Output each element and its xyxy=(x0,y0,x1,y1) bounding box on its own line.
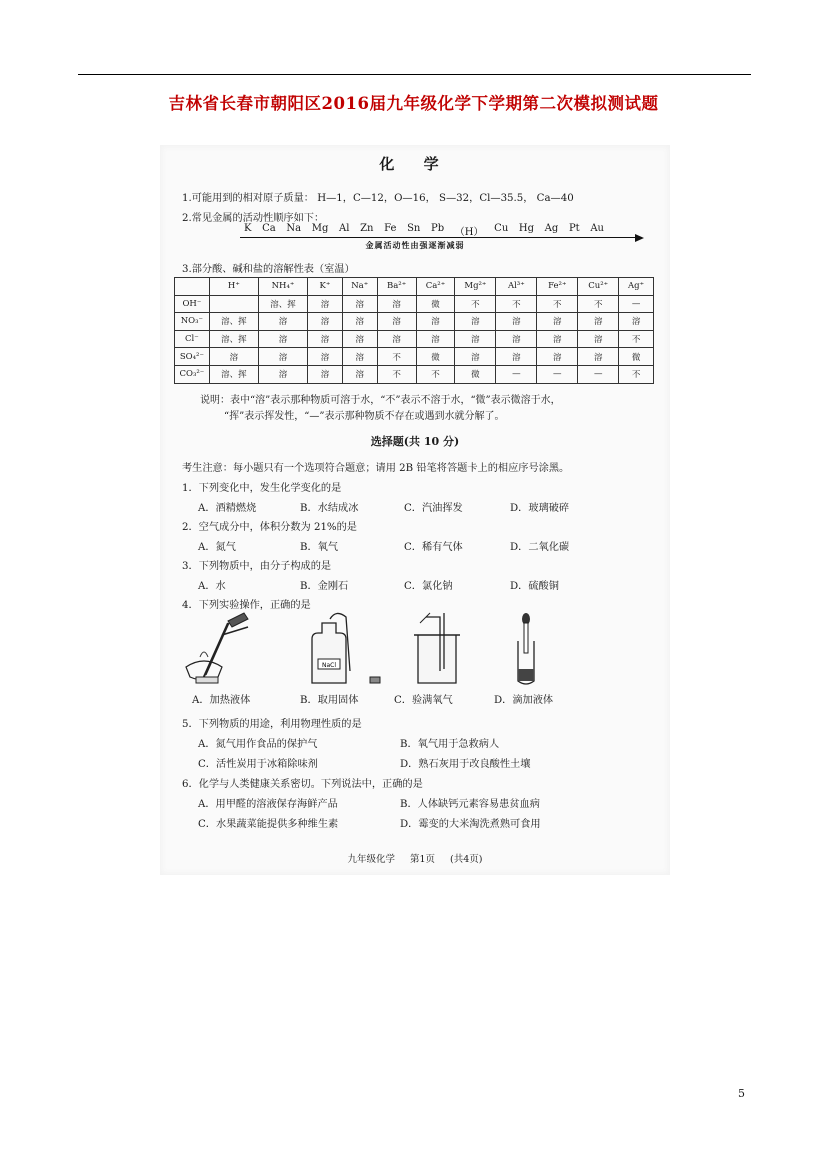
q1-option-b: B．水结成冰 xyxy=(300,503,359,514)
metal-item: Sn xyxy=(407,223,421,234)
metal-item: K xyxy=(244,223,252,234)
table-row-label: SO₄²⁻ xyxy=(175,348,210,366)
table-cell: 溶 xyxy=(258,313,307,331)
q4-option-b: B．取用固体 xyxy=(300,695,359,706)
table-cell: 溶 xyxy=(455,313,496,331)
q3-option-c: C．氯化钠 xyxy=(404,581,453,592)
metal-item: Na xyxy=(286,223,302,234)
table-cell: 溶 xyxy=(342,313,377,331)
table-cell: 溶 xyxy=(377,330,416,348)
table-cell: 溶 xyxy=(578,330,619,348)
table-cell: 微 xyxy=(455,365,496,383)
table-row-label: OH⁻ xyxy=(175,295,210,313)
metal-activity-note: 金属活动性由强逐渐减弱 xyxy=(365,240,465,250)
table-header-cell: H⁺ xyxy=(209,278,258,296)
question-5: 5．下列物质的用途，利用物理性质的是 xyxy=(182,719,362,730)
q5-option-b: B．氧气用于急救病人 xyxy=(400,739,500,750)
table-row xyxy=(175,330,654,348)
q1-option-c: C．汽油挥发 xyxy=(404,503,463,514)
table-cell: 溶、挥 xyxy=(209,313,258,331)
figure-heating-liquid xyxy=(182,611,262,687)
table-cell: — xyxy=(619,295,654,313)
metal-item: Al xyxy=(339,223,350,234)
q1-option-d: D．玻璃破碎 xyxy=(510,503,570,514)
page-number: 5 xyxy=(738,1087,745,1100)
table-header-cell: Cu²⁺ xyxy=(578,278,619,296)
table-cell: 溶 xyxy=(308,313,343,331)
table-header-cell: Fe²⁺ xyxy=(537,278,578,296)
table-cell: 溶 xyxy=(342,330,377,348)
q3-option-a: A．水 xyxy=(198,581,226,592)
q5-option-a: A．氮气用作食品的保护气 xyxy=(198,739,318,750)
figure-oxygen-test xyxy=(408,611,478,687)
table-row xyxy=(175,295,654,313)
metal-item: Zn xyxy=(360,223,374,234)
metal-item: Pt xyxy=(568,223,580,234)
solubility-table xyxy=(174,277,654,384)
figure-dropping-liquid xyxy=(506,611,556,687)
table-cell: 溶 xyxy=(308,295,343,313)
metal-item: Ca xyxy=(262,223,276,234)
exam-footer: 九年级化学 第1页 (共4页) xyxy=(347,854,483,865)
q6-option-c: C．水果蔬菜能提供多种维生素 xyxy=(198,819,339,830)
info-solubility: 3.部分酸、碱和盐的溶解性表（室温） xyxy=(182,264,355,275)
table-header-cell xyxy=(175,278,210,296)
table-cell: 溶 xyxy=(377,313,416,331)
table-note-line1: 说明：表中“溶”表示那种物质可溶于水，“不”表示不溶于水，“微”表示微溶于水， xyxy=(200,395,561,406)
table-row-label: Cl⁻ xyxy=(175,330,210,348)
table-header-cell: Ca²⁺ xyxy=(416,278,455,296)
table-cell: 不 xyxy=(496,295,537,313)
table-cell: 不 xyxy=(377,365,416,383)
table-cell: — xyxy=(496,365,537,383)
q2-option-b: B．氧气 xyxy=(300,542,339,553)
table-cell: 不 xyxy=(377,348,416,366)
table-cell: — xyxy=(578,365,619,383)
table-cell: 溶 xyxy=(342,348,377,366)
table-cell: 溶 xyxy=(258,365,307,383)
table-note-line2: “挥”表示挥发性，“—”表示那种物质不存在或遇到水就分解了。 xyxy=(224,411,505,422)
table-cell: 不 xyxy=(537,295,578,313)
table-cell: 微 xyxy=(416,348,455,366)
metal-item: Cu xyxy=(494,223,509,234)
table-cell: 溶 xyxy=(537,313,578,331)
metal-item: Ag xyxy=(544,223,559,234)
question-6: 6．化学与人类健康关系密切。下列说法中，正确的是 xyxy=(182,779,423,790)
metal-activity-series xyxy=(244,223,604,238)
table-row xyxy=(175,365,654,383)
table-cell: 溶 xyxy=(578,348,619,366)
table-cell: 不 xyxy=(578,295,619,313)
q2-option-a: A．氮气 xyxy=(198,542,236,553)
question-1: 1．下列变化中，发生化学变化的是 xyxy=(182,483,342,494)
q3-option-d: D．硫酸铜 xyxy=(510,581,559,592)
table-cell: 溶、挥 xyxy=(209,330,258,348)
activity-arrow xyxy=(240,237,642,238)
table-cell: 溶、挥 xyxy=(209,365,258,383)
table-cell: 微 xyxy=(416,295,455,313)
table-header-cell: K⁺ xyxy=(308,278,343,296)
table-cell: 溶 xyxy=(496,313,537,331)
q1-option-a: A．酒精燃烧 xyxy=(198,503,257,514)
metal-item: Mg xyxy=(311,223,329,234)
table-cell: 溶 xyxy=(619,313,654,331)
subject-title: 化 学 xyxy=(379,155,451,173)
table-cell: 溶 xyxy=(308,365,343,383)
bottle-label: NaCl xyxy=(321,662,337,669)
q4-option-d: D．滴加液体 xyxy=(494,695,554,706)
document-title: 吉林省长春市朝阳区2016届九年级化学下学期第二次模拟测试题 xyxy=(168,94,659,113)
metal-item: Au xyxy=(590,223,604,234)
section-heading: 选择题(共 10 分) xyxy=(370,435,460,448)
table-cell: 溶 xyxy=(416,313,455,331)
question-3: 3．下列物质中，由分子构成的是 xyxy=(182,561,332,572)
table-header-cell: Na⁺ xyxy=(342,278,377,296)
table-cell: 不 xyxy=(619,330,654,348)
table-header-row xyxy=(175,278,654,296)
table-cell: 不 xyxy=(619,365,654,383)
metal-item: Hg xyxy=(518,223,535,234)
table-cell: 溶 xyxy=(308,348,343,366)
table-header-cell: Al³⁺ xyxy=(496,278,537,296)
table-cell: 溶 xyxy=(455,330,496,348)
table-cell: 不 xyxy=(455,295,496,313)
table-cell: 微 xyxy=(619,348,654,366)
table-cell: 溶 xyxy=(496,348,537,366)
q6-option-d: D．霉变的大米淘洗煮熟可食用 xyxy=(400,819,541,830)
q3-option-b: B．金刚石 xyxy=(300,581,349,592)
metal-item: Pb xyxy=(431,223,445,234)
table-header-cell: Ag⁺ xyxy=(619,278,654,296)
table-row xyxy=(175,348,654,366)
q5-option-c: C．活性炭用于冰箱除味剂 xyxy=(198,759,318,770)
q6-option-b: B．人体缺钙元素容易患贫血病 xyxy=(400,799,540,810)
table-cell: 溶、挥 xyxy=(258,295,307,313)
table-cell: 不 xyxy=(416,365,455,383)
table-header-cell: Ba²⁺ xyxy=(377,278,416,296)
instruction: 考生注意：每小题只有一个选项符合题意；请用 2B 铅笔将答题卡上的相应序号涂黑。 xyxy=(182,463,570,474)
table-cell: — xyxy=(537,365,578,383)
table-cell: 溶 xyxy=(258,348,307,366)
question-2: 2．空气成分中，体积分数为 21%的是 xyxy=(182,522,357,533)
info-atomic-mass: 1.可能用到的相对原子质量： H—1，C—12，O—16， S—32，Cl—35.5， Ca—40 xyxy=(182,193,574,204)
table-cell: 溶 xyxy=(537,330,578,348)
table-row-label: NO₃⁻ xyxy=(175,313,210,331)
table-cell: 溶 xyxy=(342,365,377,383)
table-cell: 溶 xyxy=(308,330,343,348)
table-cell: 溶 xyxy=(416,330,455,348)
table-header-cell: NH₄⁺ xyxy=(258,278,307,296)
table-row-label: CO₃²⁻ xyxy=(175,365,210,383)
scanned-exam-page xyxy=(160,145,670,875)
info-metal-activity: 2.常见金属的活动性顺序如下： xyxy=(182,213,325,224)
table-cell: 溶 xyxy=(342,295,377,313)
table-cell: 溶 xyxy=(537,348,578,366)
table-header-cell: Mg²⁺ xyxy=(455,278,496,296)
q2-option-d: D．二氧化碳 xyxy=(510,542,570,553)
q4-option-a: A．加热液体 xyxy=(192,695,251,706)
q2-option-c: C．稀有气体 xyxy=(404,542,463,553)
table-cell: 溶 xyxy=(496,330,537,348)
q5-option-d: D．熟石灰用于改良酸性土壤 xyxy=(400,759,531,770)
table-row xyxy=(175,313,654,331)
table-cell: 溶 xyxy=(377,295,416,313)
metal-item: Fe xyxy=(384,223,397,234)
q4-option-c: C．验满氧气 xyxy=(394,695,453,706)
table-cell: 溶 xyxy=(455,348,496,366)
header-rule xyxy=(78,74,751,75)
figure-taking-solid xyxy=(300,611,390,687)
table-cell xyxy=(209,295,258,313)
q6-option-a: A．用甲醛的溶液保存海鲜产品 xyxy=(198,799,338,810)
table-cell: 溶 xyxy=(258,330,307,348)
table-cell: 溶 xyxy=(578,313,619,331)
question-4: 4．下列实验操作，正确的是 xyxy=(182,600,311,611)
metal-item: （H） xyxy=(454,227,484,238)
table-cell: 溶 xyxy=(209,348,258,366)
